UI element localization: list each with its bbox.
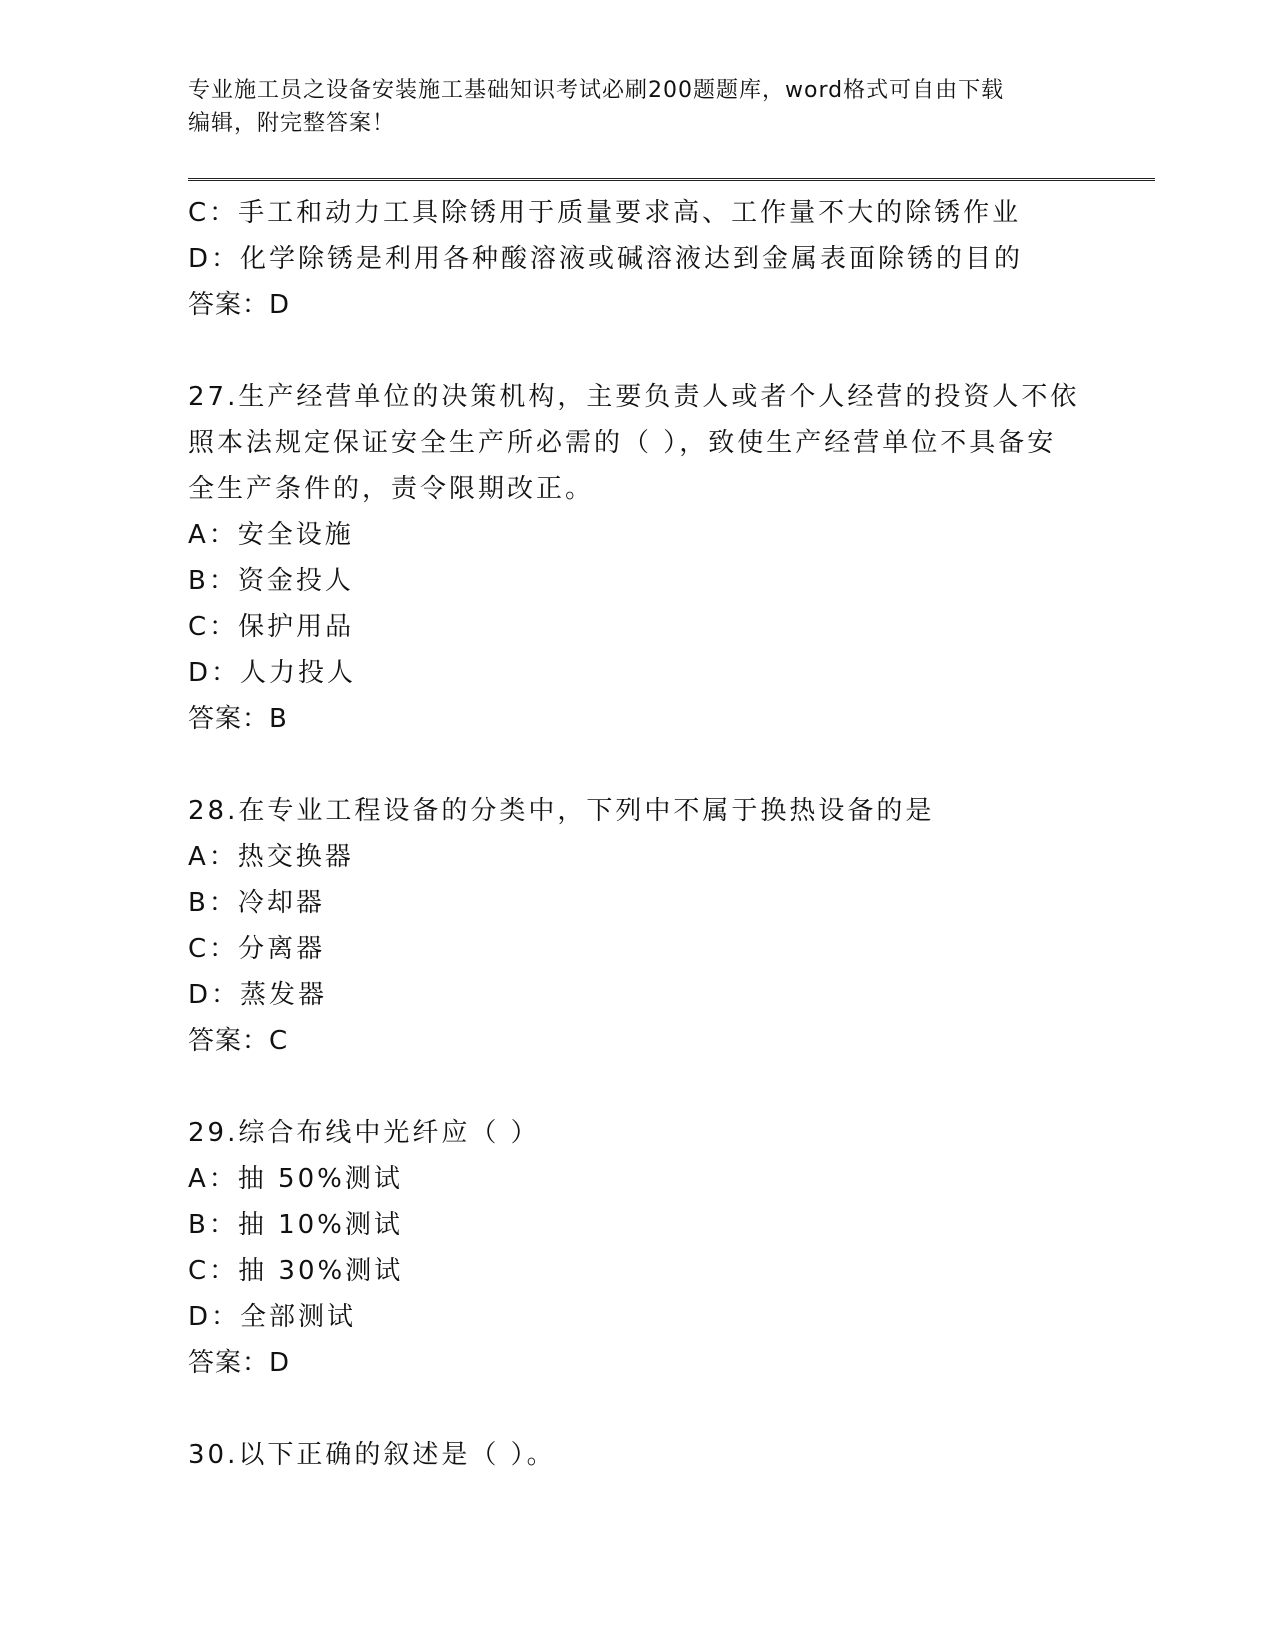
question-stem-line: 27.生产经营单位的决策机构，主要负责人或者个人经营的投资人不依	[188, 382, 1080, 412]
option-d: D：人力投人	[188, 658, 357, 688]
spacer	[188, 1386, 1088, 1432]
option-b: B：冷却器	[188, 888, 325, 918]
option-c: C：手工和动力工具除锈用于质量要求高、工作量不大的除锈作业	[188, 198, 1022, 228]
answer-label: 答案：C	[188, 1026, 289, 1056]
question-27	[188, 374, 1088, 742]
question-stem	[188, 374, 1088, 512]
option-c: C：分离器	[188, 934, 326, 964]
question-26-continued	[188, 190, 1088, 328]
header-title-line-2: 编辑，附完整答案！	[188, 111, 396, 136]
question-stem-line: 30.以下正确的叙述是（ ）。	[188, 1440, 556, 1470]
question-stem	[188, 788, 1088, 834]
question-stem-line: 全生产条件的，责令限期改正。	[188, 474, 595, 504]
option-d: D：蒸发器	[188, 980, 328, 1010]
option-a: A：安全设施	[188, 520, 354, 550]
question-28	[188, 788, 1088, 1064]
option-a: A：抽 50%测试	[188, 1164, 403, 1194]
question-list	[188, 190, 1088, 1478]
header-divider	[188, 178, 1155, 181]
question-stem-line: 28.在专业工程设备的分类中，下列中不属于换热设备的是	[188, 796, 935, 826]
option-b: B：资金投人	[188, 566, 354, 596]
spacer	[188, 328, 1088, 374]
answer-label: 答案：D	[188, 290, 291, 320]
option-a: A：热交换器	[188, 842, 354, 872]
option-d: D：全部测试	[188, 1302, 357, 1332]
question-30	[188, 1432, 1088, 1478]
answer-label: 答案：D	[188, 1348, 291, 1378]
question-stem-line: 照本法规定保证安全生产所必需的（ ），致使生产经营单位不具备安	[188, 428, 1057, 458]
answer-label: 答案：B	[188, 704, 288, 734]
option-c: C：保护用品	[188, 612, 355, 642]
spacer	[188, 1064, 1088, 1110]
question-stem	[188, 1432, 1088, 1478]
option-c: C：抽 30%测试	[188, 1256, 404, 1286]
question-stem	[188, 1110, 1088, 1156]
document-header	[188, 74, 1068, 140]
option-d: D：化学除锈是利用各种酸溶液或碱溶液达到金属表面除锈的目的	[188, 244, 1024, 274]
spacer	[188, 742, 1088, 788]
question-29	[188, 1110, 1088, 1386]
header-title-line-1: 专业施工员之设备安装施工基础知识考试必刷200题题库，word格式可自由下载	[188, 78, 1005, 103]
option-b: B：抽 10%测试	[188, 1210, 403, 1240]
question-stem-line: 29.综合布线中光纤应（ ）	[188, 1118, 540, 1148]
